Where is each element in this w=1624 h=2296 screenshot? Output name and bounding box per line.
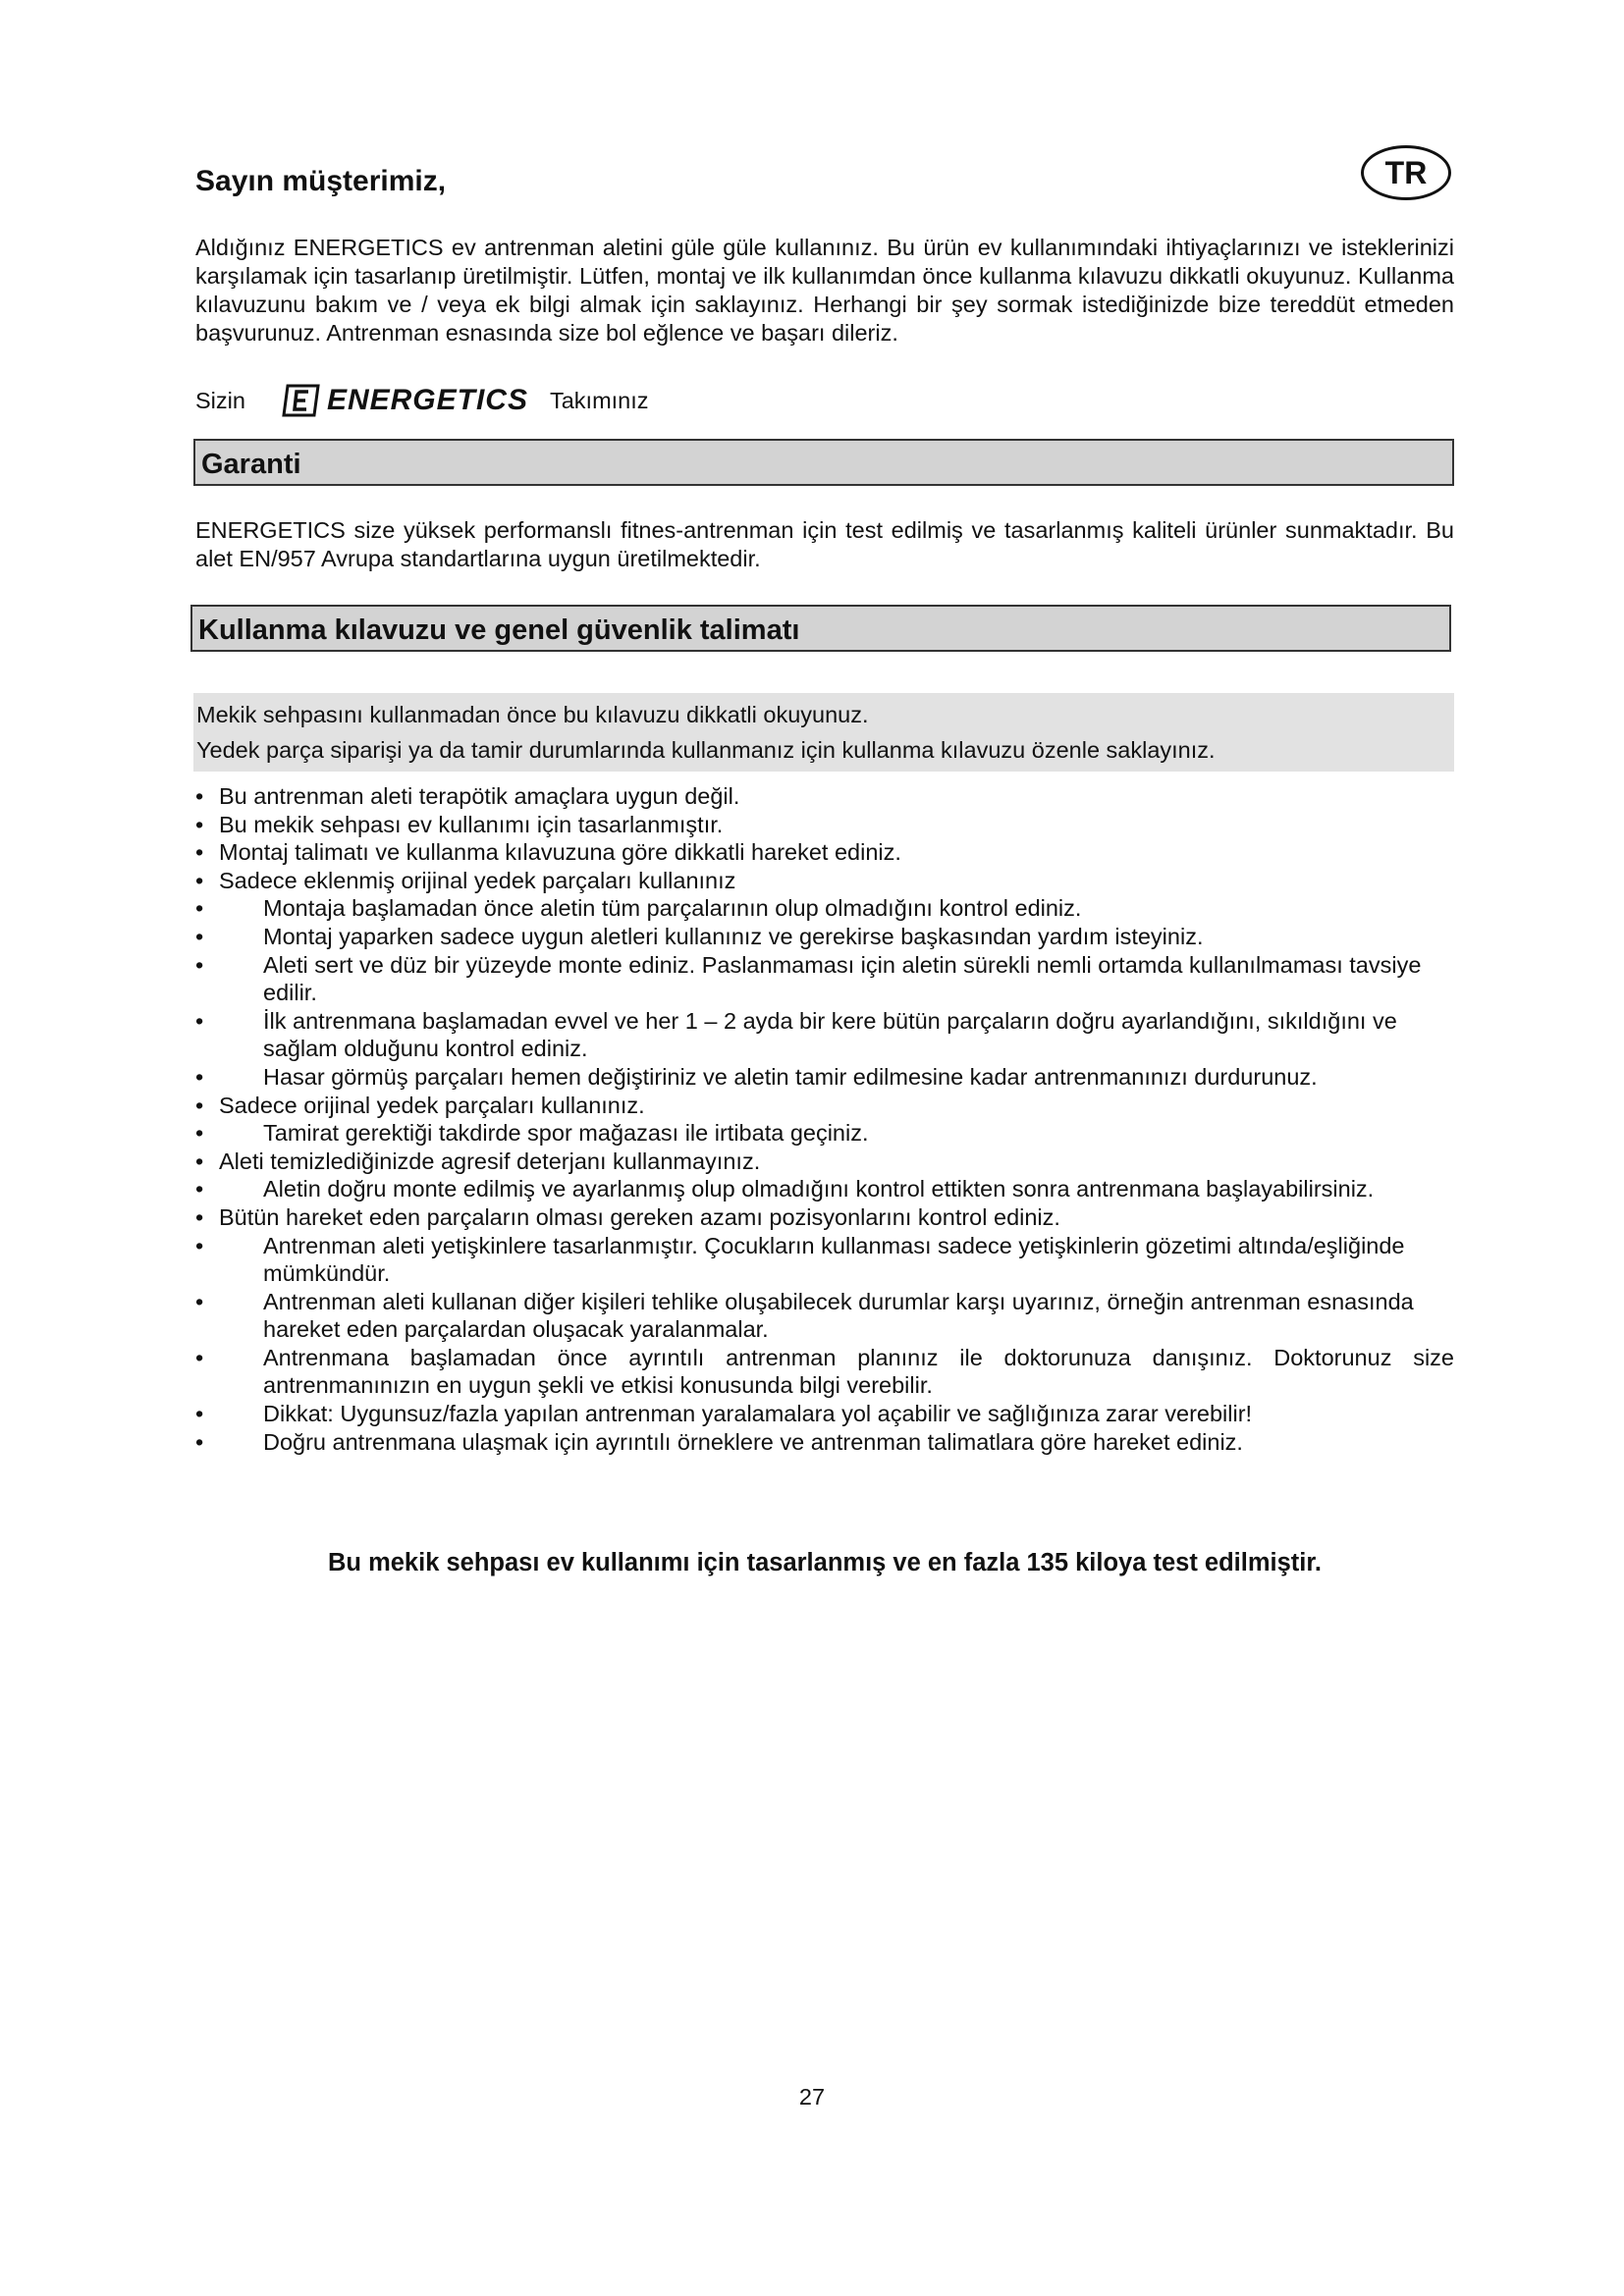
max-load-note: Bu mekik sehpası ev kullanımı için tasarlanmış ve en fazla 135 kiloya test edilmiştir. — [328, 1549, 1322, 1576]
warranty-section-header: Garanti — [193, 439, 1454, 486]
page-number: 27 — [798, 2084, 826, 2109]
bullet-icon: • — [195, 951, 204, 978]
list-item: • Bu mekik sehpası ev kullanımı için tasarlanmıştır. — [195, 811, 724, 837]
notice-line: Mekik sehpasını kullanmadan önce bu kılavuzu dikkatli okuyunuz. — [196, 702, 869, 727]
safety-notice-box — [193, 693, 1454, 772]
bullet-icon: • — [195, 839, 204, 866]
bullet-icon: • — [195, 1176, 204, 1202]
list-item: • Bu antrenman aleti terapötik amaçlara uygun değil. — [195, 783, 740, 809]
intro-paragraph: Aldığınız ENERGETICS ev antrenman aletini güle güle kullanınız. Bu ürün ev kullanımındaki ihtiyaçlarınızı ve isteklerinizi karşılamak için tasarlanıp üretilmiştir. Lütfen, montaj ve ilk kullanımdan önce kullanma kılavuzu dikkatli okuyunuz. Kullanma kılavuzunu bakım ve / veya ek bilgi almak için saklayınız. Herhangi bir şey sormak istediğinizde bize tereddüt etmeden başvurunuz. Antrenman esnasında size bol eğlence ve başarı dileriz. — [195, 235, 1454, 346]
bullet-icon: • — [195, 1288, 204, 1314]
list-item: • Montaja başlamadan önce aletin tüm parçalarının olup olmadığını kontrol ediniz. — [195, 895, 1082, 922]
bullet-icon: • — [195, 1203, 204, 1230]
brand-logo-icon — [282, 383, 321, 418]
list-item: • Aletin doğru monte edilmiş ve ayarlanmış olup olmadığını kontrol ettikten sonra antrenmana başlayabilirsiniz. — [195, 1176, 1375, 1202]
bullet-icon: • — [195, 1344, 204, 1370]
bullet-icon: • — [195, 1148, 204, 1174]
brand-logo — [282, 383, 528, 418]
list-item: • Aleti temizlediğinizde agresif deterjanı kullanmayınız. — [195, 1148, 761, 1174]
list-item: • Doğru antrenmana ulaşmak için ayrıntılı örneklere ve antrenman talimatlara göre hareket ediniz. — [195, 1428, 1243, 1455]
list-item: • Hasar görmüş parçaları hemen değiştiriniz ve aletin tamir edilmesine kadar antrenmanınızı durdurunuz. — [195, 1063, 1318, 1090]
list-item: • İlk antrenmana başlamadan evvel ve her 1 – 2 ayda bir kere bütün parçaların doğru ayarlandığını, sıkıldığını ve sağlam olduğunu kontrol ediniz. — [195, 1007, 1397, 1062]
bullet-icon: • — [195, 1007, 204, 1034]
safety-instructions-list — [195, 782, 1454, 1456]
bullet-icon: • — [195, 1232, 204, 1258]
bullet-icon: • — [195, 1401, 204, 1427]
bullet-icon: • — [195, 923, 204, 949]
list-item: • Dikkat: Uygunsuz/fazla yapılan antrenman yaralamalara yol açabilir ve sağlığınıza zarar verebilir! — [195, 1401, 1253, 1427]
brand-logo-text: ENERGETICS — [326, 384, 528, 416]
signature-line — [195, 379, 649, 422]
safety-section-header: Kullanma kılavuzu ve genel güvenlik talimatı — [190, 605, 1451, 652]
list-item: • Sadece orijinal yedek parçaları kullanınız. — [195, 1092, 645, 1118]
bullet-icon: • — [195, 1092, 204, 1118]
list-item: • Antrenman aleti kullanan diğer kişileri tehlike oluşabilecek durumlar karşı uyarınız, örneğin antrenman esnasında hareket eden parçalardan oluşacak yaralanmalar. — [195, 1288, 1414, 1343]
sign-prefix: Sizin — [195, 387, 245, 413]
warranty-text: ENERGETICS size yüksek performanslı fitnes-antrenman için test edilmiş ve tasarlanmış kaliteli ürünler sunmaktadır. Bu alet EN/957 Avrupa standartlarına uygun üretilmektedir. — [195, 517, 1454, 571]
notice-line: Yedek parça siparişi ya da tamir durumlarında kullanmanız için kullanma kılavuzu özenle saklayınız. — [196, 737, 1216, 763]
bullet-icon: • — [195, 811, 204, 837]
bullet-icon: • — [195, 1428, 204, 1455]
bullet-icon: • — [195, 1063, 204, 1090]
list-item: • Antrenman aleti yetişkinlere tasarlanmıştır. Çocukların kullanması sadece yetişkinlerin gözetimi altında/eşliğinde mümkündür. — [195, 1232, 1405, 1287]
greeting-heading: Sayın müşterimiz, — [195, 165, 447, 197]
bullet-icon: • — [195, 783, 204, 809]
list-item: • Aleti sert ve düz bir yüzeyde monte ediniz. Paslanmaması için aletin sürekli nemli ortamda kullanılmaması tavsiye edilir. — [195, 951, 1422, 1006]
bullet-icon: • — [195, 895, 204, 922]
country-badge: TR — [1361, 145, 1451, 200]
bullet-icon: • — [195, 1120, 204, 1147]
list-item: • Montaj yaparken sadece uygun aletleri kullanınız ve gerekirse başkasından yardım isteyiniz. — [195, 923, 1204, 949]
list-item: • Bütün hareket eden parçaların olması gereken azamı pozisyonlarını kontrol ediniz. — [195, 1203, 1060, 1230]
sign-suffix: Takımınız — [549, 387, 649, 413]
list-item: • Sadece eklenmiş orijinal yedek parçaları kullanınız — [195, 867, 736, 893]
list-item: • Montaj talimatı ve kullanma kılavuzuna göre dikkatli hareket ediniz. — [195, 839, 901, 866]
bullet-icon: • — [195, 867, 204, 893]
list-item: • Antrenmana başlamadan önce ayrıntılı antrenman planınız ile doktorunuza danışınız. Doktorunuz size antrenmanınızın en uygun şekli ve etkisi konusunda bilgi verebilir. — [195, 1344, 1454, 1399]
list-item: • Tamirat gerektiği takdirde spor mağazası ile irtibata geçiniz. — [195, 1120, 869, 1147]
